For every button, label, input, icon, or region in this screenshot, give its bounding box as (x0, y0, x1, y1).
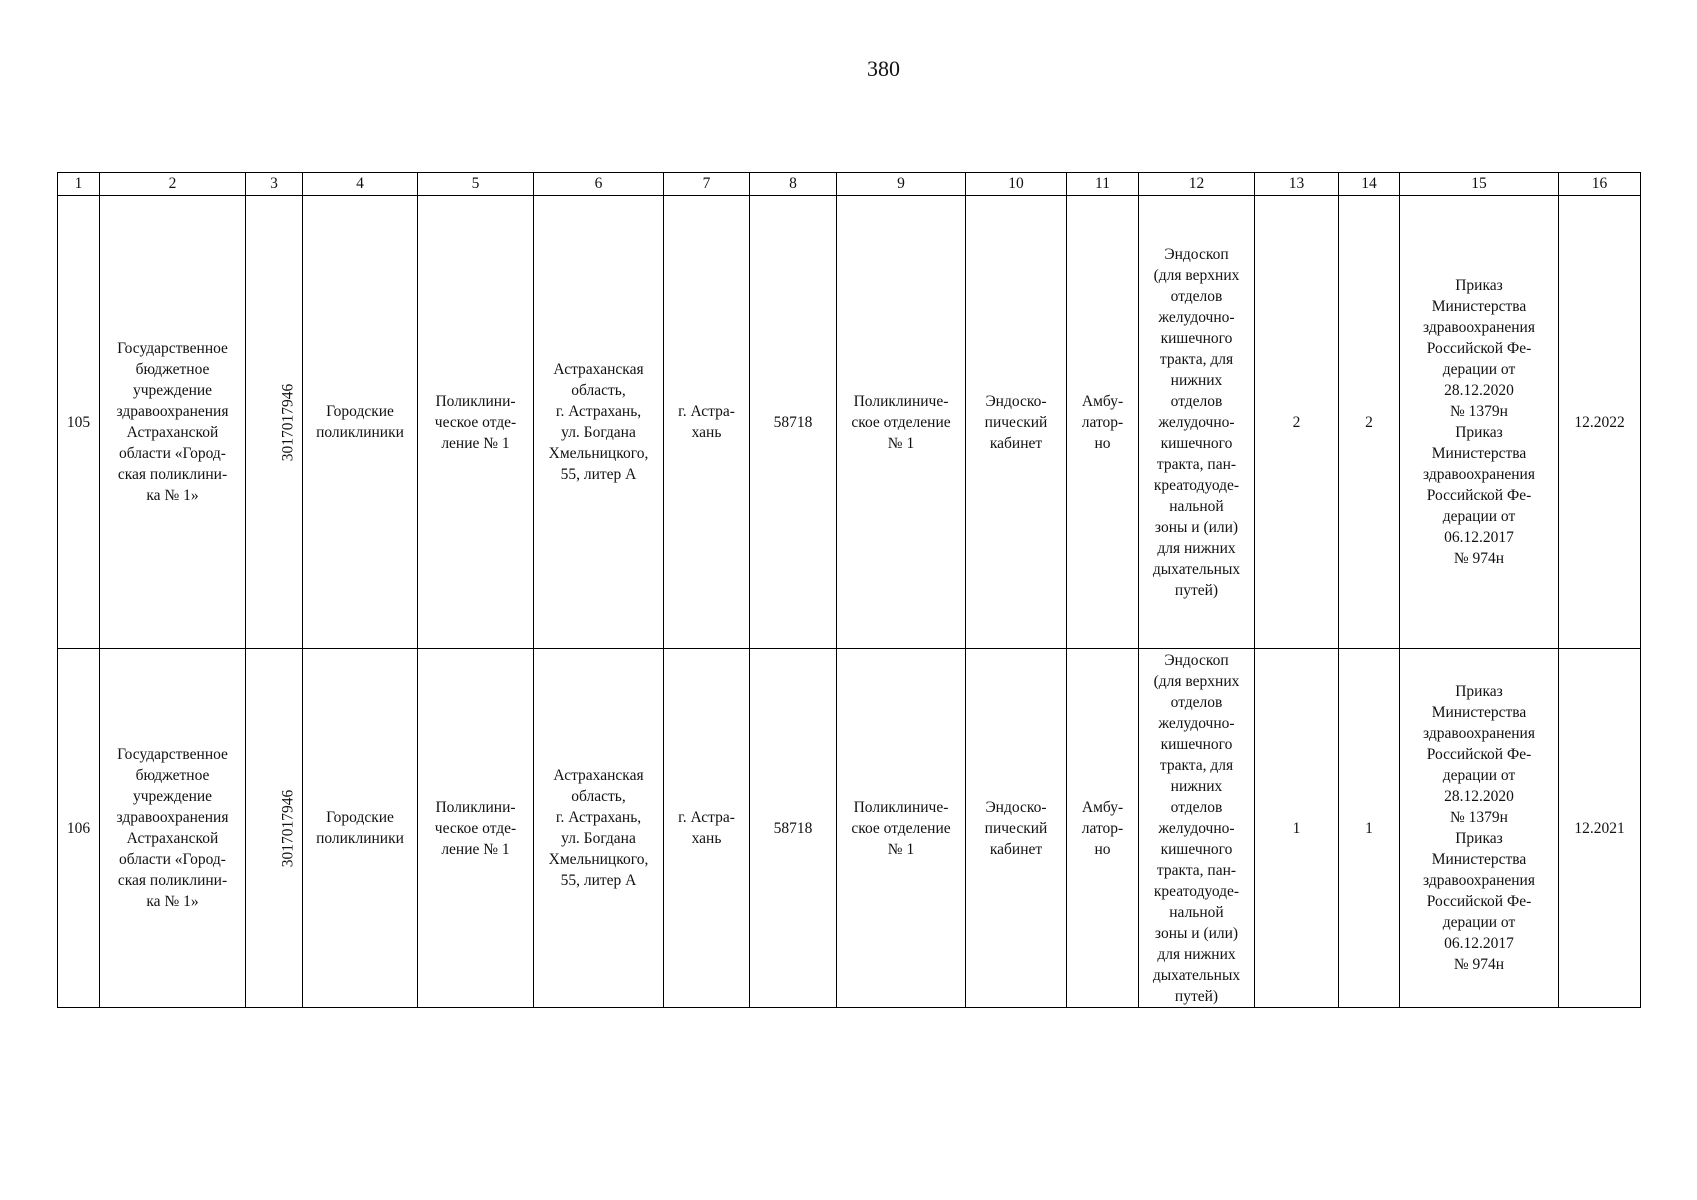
organization-type: Городские поликлиники (303, 196, 418, 649)
table-row (58, 649, 1641, 1008)
care-conditions: Амбу- латор- но (1067, 649, 1139, 1008)
locality: г. Астра- хань (664, 649, 750, 1008)
cabinet: Эндоско- пический кабинет (966, 649, 1067, 1008)
deadline: 12.2021 (1559, 649, 1641, 1008)
locality: г. Астра- хань (664, 196, 750, 649)
column-number-7: 7 (664, 173, 750, 196)
department: Поликлиниче- ское отделение № 1 (837, 649, 966, 1008)
inn-cell (246, 196, 303, 649)
organization-name: Государственное бюджетное учреждение здравоохранения Астраханской области «Город- ская поликлини- ка № 1» (100, 649, 246, 1008)
equipment: Эндоскоп (для верхних отделов желудочно- кишечного тракта, для нижних отделов желудочно- кишечного тракта, пан- креатодуоде- нальной зоны и (или) для нижних дыхательных путей) (1139, 196, 1255, 649)
column-number-11: 11 (1067, 173, 1139, 196)
code: 58718 (750, 649, 837, 1008)
column-number-6: 6 (534, 173, 664, 196)
table-row (58, 196, 1641, 649)
column-number-2: 2 (100, 173, 246, 196)
care-conditions: Амбу- латор- но (1067, 196, 1139, 649)
column-number-4: 4 (303, 173, 418, 196)
quantity-required: 2 (1255, 196, 1339, 649)
column-number-3: 3 (246, 173, 303, 196)
column-number-13: 13 (1255, 173, 1339, 196)
inn-cell (246, 649, 303, 1008)
regulation: Приказ Министерства здравоохранения Российской Фе- дерации от 28.12.2020 № 1379н Приказ Министерства здравоохранения Российской Фе- дерации от 06.12.2017 № 974н (1400, 649, 1559, 1008)
page-number: 380 (867, 56, 900, 81)
column-number-8: 8 (750, 173, 837, 196)
address: Астраханская область, г. Астрахань, ул. Богдана Хмельницкого, 55, литер А (534, 649, 664, 1008)
inn-value: 3017017946 (279, 789, 297, 867)
registry-table (57, 172, 1641, 1008)
organization-name: Государственное бюджетное учреждение здравоохранения Астраханской области «Город- ская поликлини- ка № 1» (100, 196, 246, 649)
deadline: 12.2022 (1559, 196, 1641, 649)
column-number-16: 16 (1559, 173, 1641, 196)
subdivision: Поликлини- ческое отде- ление № 1 (418, 649, 534, 1008)
quantity-required: 1 (1255, 649, 1339, 1008)
regulation: Приказ Министерства здравоохранения Российской Фе- дерации от 28.12.2020 № 1379н Приказ Министерства здравоохранения Российской Фе- дерации от 06.12.2017 № 974н (1400, 196, 1559, 649)
column-number-5: 5 (418, 173, 534, 196)
quantity-planned: 2 (1339, 196, 1400, 649)
table-header-row (58, 173, 1641, 196)
address: Астраханская область, г. Астрахань, ул. Богдана Хмельницкого, 55, литер А (534, 196, 664, 649)
column-number-12: 12 (1139, 173, 1255, 196)
inn-value: 3017017946 (279, 383, 297, 461)
column-number-10: 10 (966, 173, 1067, 196)
column-number-1: 1 (58, 173, 100, 196)
column-number-15: 15 (1400, 173, 1559, 196)
row-number: 105 (58, 196, 100, 649)
quantity-planned: 1 (1339, 649, 1400, 1008)
cabinet: Эндоско- пический кабинет (966, 196, 1067, 649)
equipment: Эндоскоп (для верхних отделов желудочно- кишечного тракта, для нижних отделов желудочно- кишечного тракта, пан- креатодуоде- нальной зоны и (или) для нижних дыхательных путей) (1139, 649, 1255, 1008)
column-number-14: 14 (1339, 173, 1400, 196)
code: 58718 (750, 196, 837, 649)
department: Поликлиниче- ское отделение № 1 (837, 196, 966, 649)
subdivision: Поликлини- ческое отде- ление № 1 (418, 196, 534, 649)
row-number: 106 (58, 649, 100, 1008)
organization-type: Городские поликлиники (303, 649, 418, 1008)
column-number-9: 9 (837, 173, 966, 196)
